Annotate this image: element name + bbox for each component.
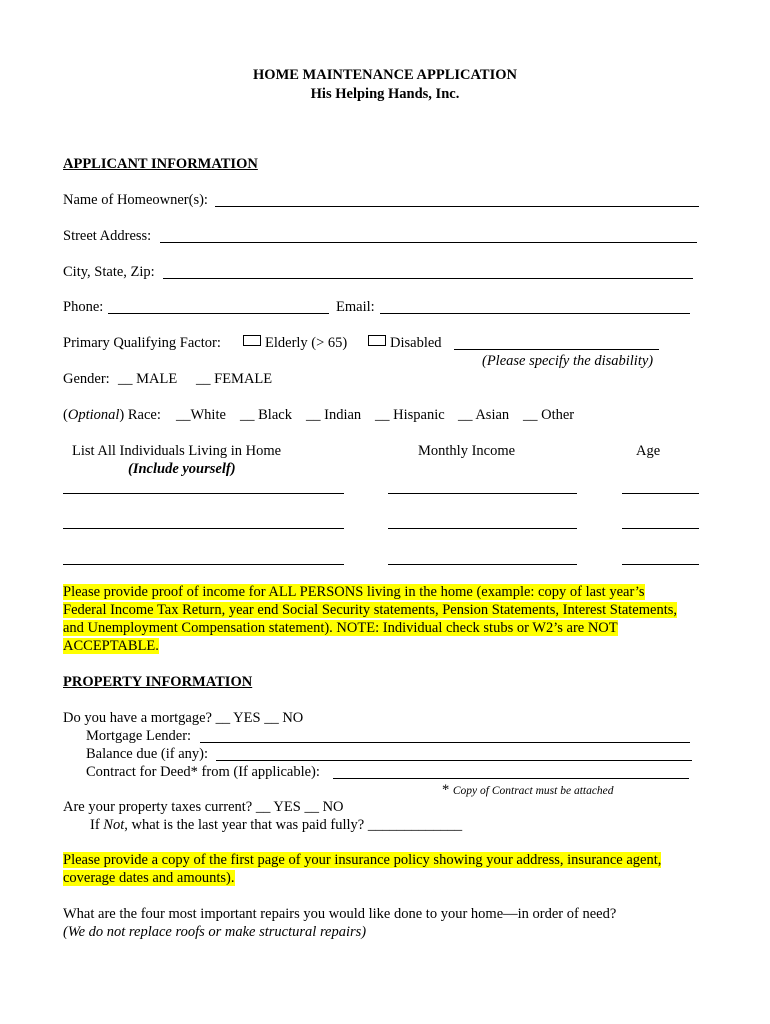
contract-for-deed-label: Contract for Deed* from (If applicable): (86, 764, 320, 780)
include-yourself-note: (Include yourself) (128, 461, 236, 477)
street-address-field[interactable] (160, 242, 697, 243)
income-proof-note (63, 583, 713, 655)
race-asian-option[interactable]: __ Asian (458, 407, 510, 423)
homeowner-name-field[interactable] (215, 206, 699, 207)
income-note-line: ACCEPTABLE. (63, 638, 159, 654)
income-note-line: Please provide proof of income for ALL PERSONS living in the home (example: copy of last year’s (63, 584, 645, 600)
household-age-field[interactable] (622, 493, 699, 494)
household-age-field[interactable] (622, 528, 699, 529)
household-name-field[interactable] (63, 528, 344, 529)
elderly-option[interactable] (243, 334, 347, 352)
gender-male-option[interactable]: __ MALE (118, 371, 178, 387)
household-age-field[interactable] (622, 564, 699, 565)
elderly-label: Elderly (> 65) (265, 335, 348, 351)
mortgage-lender-label: Mortgage Lender: (86, 728, 192, 744)
race-hispanic-option[interactable]: __ Hispanic (375, 407, 445, 423)
balance-due-field[interactable] (216, 760, 692, 761)
household-name-field[interactable] (63, 564, 344, 565)
race-text: ) Race: (119, 407, 161, 423)
contract-for-deed-field[interactable] (333, 778, 689, 779)
insurance-policy-note (63, 851, 713, 887)
phone-field[interactable] (108, 313, 329, 314)
last-year-paid-question (90, 816, 462, 834)
city-state-zip-label: City, State, Zip: (63, 264, 155, 280)
gender-label: Gender: (63, 371, 110, 387)
household-members-column-header: List All Individuals Living in Home (72, 443, 282, 459)
mortgage-question: Do you have a mortgage? __ YES __ NO (63, 710, 304, 726)
disability-hint: (Please specify the disability) (482, 353, 654, 369)
not-text: Not (103, 817, 125, 833)
race-indian-option[interactable]: __ Indian (306, 407, 362, 423)
property-taxes-question: Are your property taxes current? __ YES __ NO (63, 799, 344, 815)
email-label: Email: (336, 299, 375, 315)
income-note-line: and Unemployment Compensation statement). NOTE: Individual check stubs or W2’s are NOT (63, 620, 618, 636)
mortgage-lender-field[interactable] (200, 742, 690, 743)
household-income-field[interactable] (388, 528, 577, 529)
insurance-note-line: Please provide a copy of the first page of your insurance policy showing your address, insurance agent, (63, 852, 662, 868)
email-field[interactable] (380, 313, 690, 314)
form-title: HOME MAINTENANCE APPLICATION (253, 67, 517, 83)
phone-label: Phone: (63, 299, 104, 315)
elderly-checkbox[interactable] (243, 335, 261, 346)
if-text: If (90, 817, 100, 833)
organization-name: His Helping Hands, Inc. (310, 86, 460, 102)
street-address-label: Street Address: (63, 228, 152, 244)
race-label: (Optional) Race: (63, 407, 161, 423)
household-name-field[interactable] (63, 493, 344, 494)
age-column-header: Age (636, 443, 661, 459)
applicant-information-heading: APPLICANT INFORMATION (63, 156, 258, 172)
contract-note-text: Copy of Contract must be attached (452, 785, 614, 797)
balance-due-label: Balance due (if any): (86, 746, 208, 762)
last-year-text: , what is the last year that was paid fully? _____________ (124, 817, 463, 833)
gender-female-option[interactable]: __ FEMALE (196, 371, 273, 387)
repairs-question: What are the four most important repairs you would like done to your home—in order of need? (63, 906, 617, 922)
race-other-option[interactable]: __ Other (523, 407, 575, 423)
insurance-note-line: coverage dates and amounts). (63, 870, 235, 886)
disabled-option[interactable] (368, 334, 442, 352)
disability-specify-field[interactable] (454, 349, 659, 350)
household-income-field[interactable] (388, 564, 577, 565)
income-note-line: Federal Income Tax Return, year end Social Security statements, Pension Statements, Interest Statements, (63, 602, 678, 618)
monthly-income-column-header: Monthly Income (418, 443, 516, 459)
property-information-heading: PROPERTY INFORMATION (63, 674, 253, 690)
household-income-field[interactable] (388, 493, 577, 494)
repairs-note: (We do not replace roofs or make structural repairs) (63, 924, 367, 940)
primary-qualifying-factor-label: Primary Qualifying Factor: (63, 335, 221, 351)
disabled-label: Disabled (390, 335, 442, 351)
optional-label: Optional (67, 407, 120, 423)
disabled-checkbox[interactable] (368, 335, 386, 346)
contract-note (442, 781, 614, 800)
race-white-option[interactable]: __White (176, 407, 226, 423)
asterisk: * (442, 782, 450, 798)
homeowner-name-label: Name of Homeowner(s): (63, 192, 208, 208)
city-state-zip-field[interactable] (163, 278, 693, 279)
race-black-option[interactable]: __ Black (240, 407, 292, 423)
